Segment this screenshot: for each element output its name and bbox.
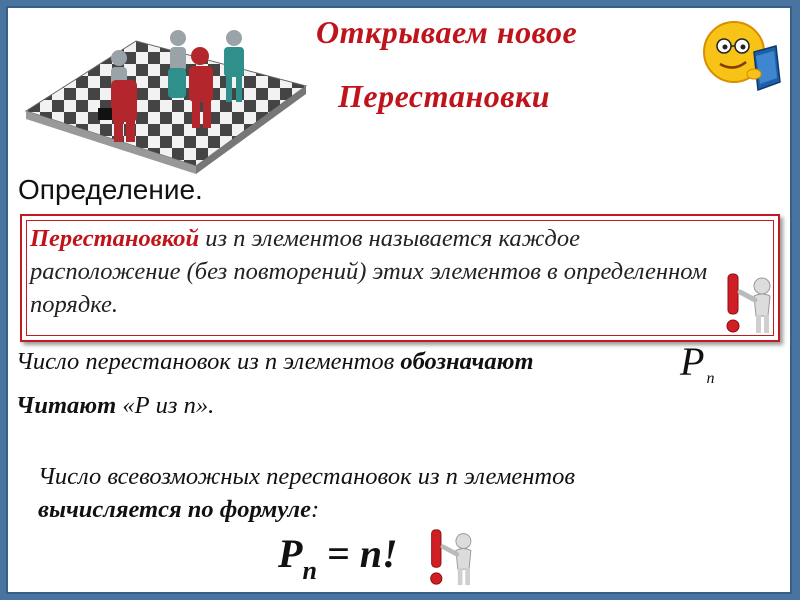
pn-letter: P: [680, 339, 705, 384]
definition-text: [30, 222, 730, 321]
formula-intro-colon: :: [311, 496, 320, 523]
formula-intro: [38, 460, 738, 526]
count-notation-line: [16, 348, 534, 376]
slide: [6, 6, 792, 594]
count-text: Число перестановок из n элементов: [16, 348, 401, 375]
formula-p: P: [278, 531, 303, 576]
read-bold-text: Читают: [16, 392, 117, 419]
smiley-book-icon: [696, 12, 784, 100]
pn-symbol: [680, 338, 715, 387]
formula-intro-bold: вычисляется по формуле: [38, 496, 311, 523]
exclamation-man-icon: [722, 270, 784, 336]
exclamation-man-icon: [426, 524, 484, 590]
read-text: «Р из n».: [116, 392, 215, 419]
definition-body: из n элементов называется каждое расположение (без повторений) этих элементов в определенном порядке.: [30, 225, 708, 318]
pn-subscript: n: [706, 370, 715, 387]
formula-intro-text: Число всевозможных перестановок из n элементов: [38, 463, 575, 490]
definition-term: Перестановкой: [30, 225, 200, 252]
permutation-formula: [278, 530, 398, 585]
slide-subtitle: Перестановки: [338, 78, 551, 114]
definition-label: Определение.: [18, 174, 203, 205]
formula-subscript: n: [302, 556, 317, 585]
read-notation-line: [16, 392, 214, 420]
count-bold-text: обозначают: [400, 348, 534, 375]
formula-rhs: = n!: [316, 531, 398, 576]
chess-board-figures-icon: [16, 16, 316, 181]
slide-title: Открываем новое: [316, 14, 578, 50]
